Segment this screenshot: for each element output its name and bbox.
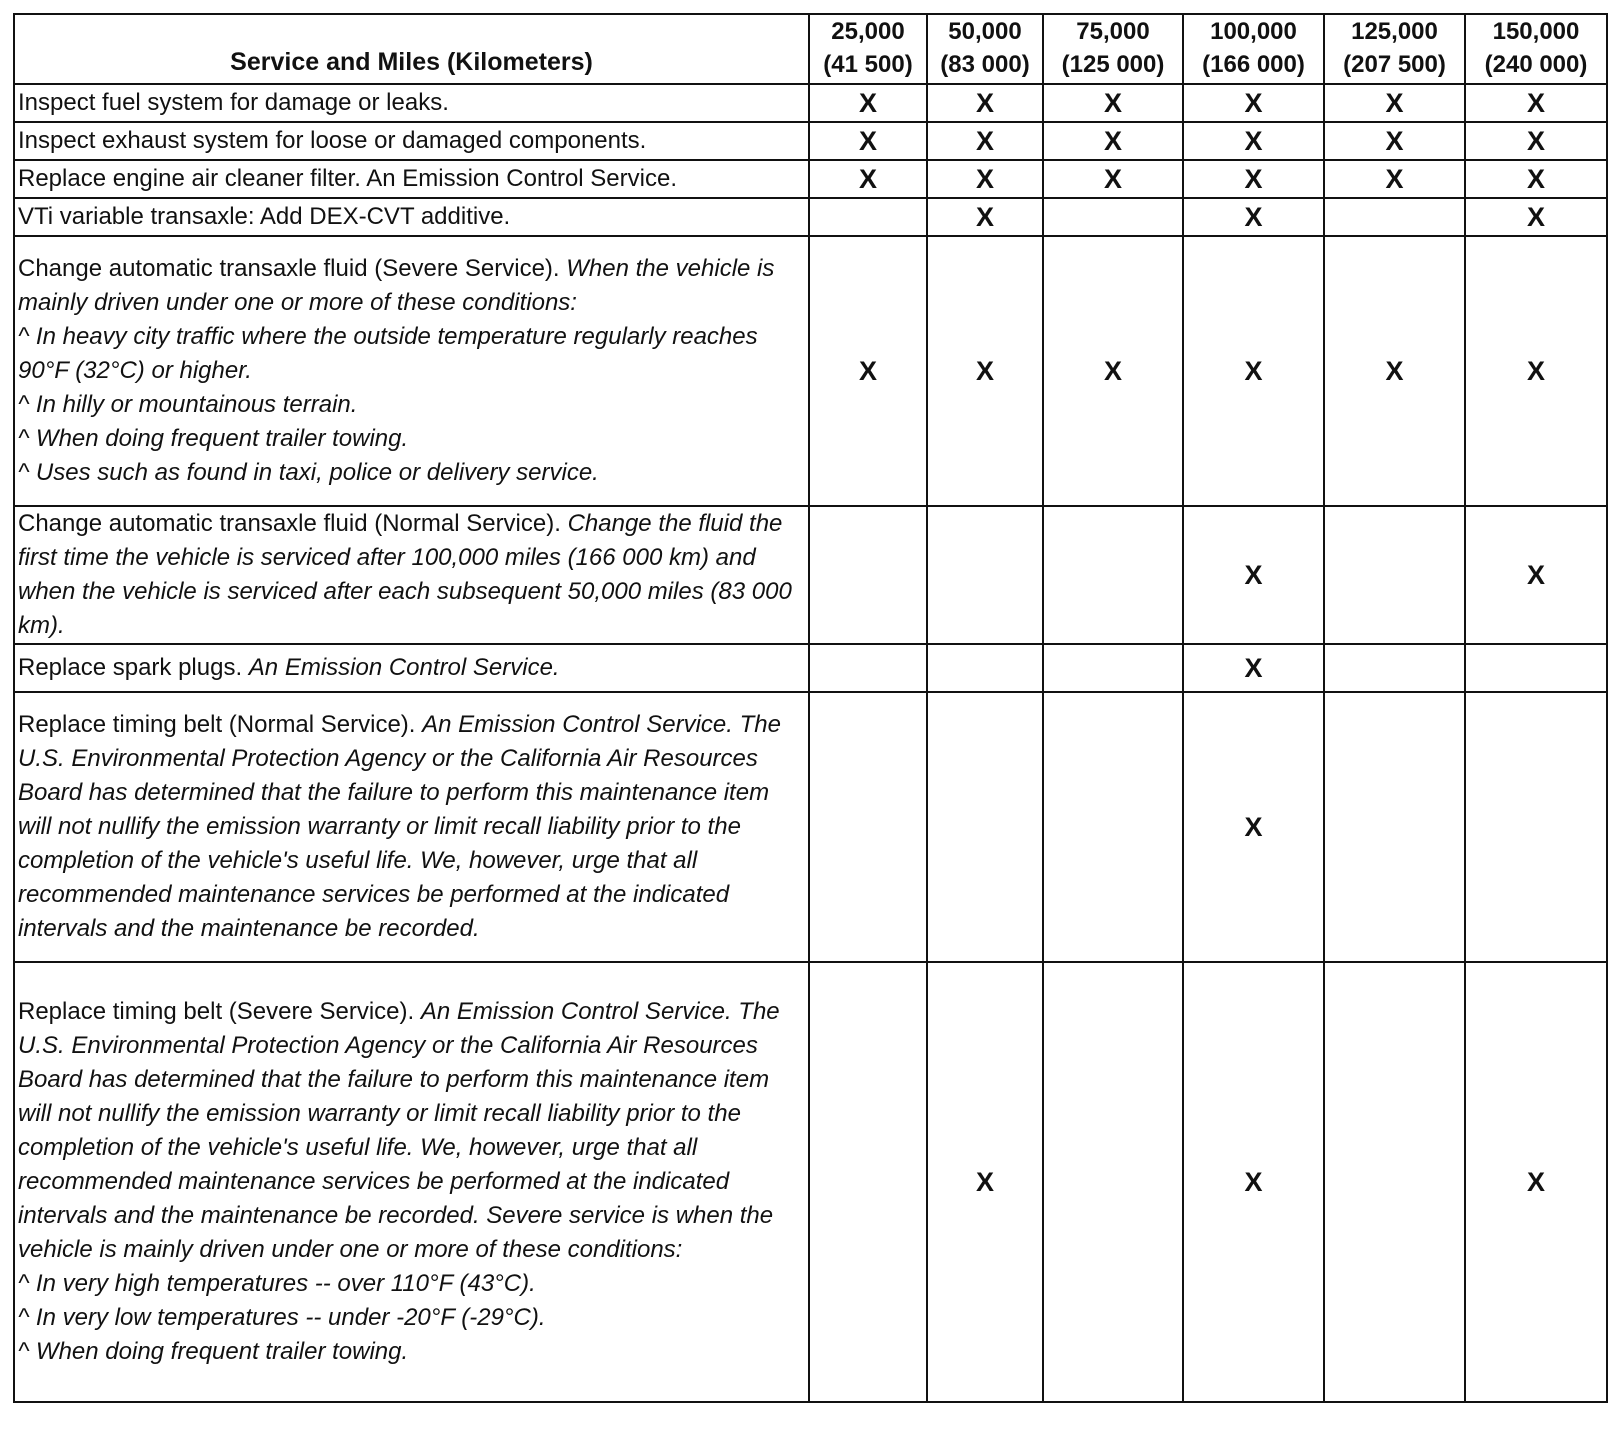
interval-mark: X xyxy=(809,84,927,122)
interval-mark xyxy=(1043,198,1183,236)
interval-mark: X xyxy=(1183,198,1324,236)
interval-mark: X xyxy=(1183,236,1324,506)
interval-km: (207 500) xyxy=(1343,51,1446,78)
interval-mark xyxy=(1324,644,1465,692)
interval-miles: 100,000 xyxy=(1210,18,1297,45)
interval-mark xyxy=(1324,692,1465,962)
interval-miles: 75,000 xyxy=(1076,18,1150,45)
service-text: Change automatic transaxle fluid (Severe Service). xyxy=(18,255,560,282)
interval-mark xyxy=(1043,962,1183,1402)
service-description xyxy=(14,236,809,506)
interval-mark: X xyxy=(809,236,927,506)
interval-mark xyxy=(809,962,927,1402)
interval-km: (83 000) xyxy=(940,51,1030,78)
interval-miles: 25,000 xyxy=(831,18,905,45)
service-description xyxy=(14,160,809,198)
interval-mark: X xyxy=(1465,506,1607,644)
condition-item: ^ In heavy city traffic where the outside temperature regularly reaches 90°F (32°C) or higher. xyxy=(18,323,758,384)
interval-mark xyxy=(927,506,1043,644)
interval-mark: X xyxy=(1465,962,1607,1402)
interval-mark: X xyxy=(1324,122,1465,160)
interval-mark xyxy=(1043,644,1183,692)
schedule-body xyxy=(14,84,1607,1402)
interval-mark: X xyxy=(927,122,1043,160)
interval-mark: X xyxy=(1183,84,1324,122)
interval-mark: X xyxy=(1183,962,1324,1402)
interval-mark: X xyxy=(927,84,1043,122)
interval-mark: X xyxy=(1465,84,1607,122)
table-row xyxy=(14,198,1607,236)
interval-mark xyxy=(1324,962,1465,1402)
service-text: Change automatic transaxle fluid (Normal Service). xyxy=(18,510,561,537)
interval-header xyxy=(1324,14,1465,84)
table-row xyxy=(14,160,1607,198)
condition-item: ^ When doing frequent trailer towing. xyxy=(18,1338,409,1365)
interval-mark: X xyxy=(1324,84,1465,122)
condition-item: ^ In very low temperatures -- under -20°F (-29°C). xyxy=(18,1304,546,1331)
header-row xyxy=(14,14,1607,84)
interval-mark: X xyxy=(809,122,927,160)
service-text: Inspect exhaust system for loose or damaged components. xyxy=(18,127,647,154)
interval-mark: X xyxy=(1183,122,1324,160)
table-row xyxy=(14,236,1607,506)
interval-header xyxy=(1465,14,1607,84)
service-column-header: Service and Miles (Kilometers) xyxy=(14,14,809,84)
interval-mark: X xyxy=(1043,84,1183,122)
table-row xyxy=(14,692,1607,962)
interval-mark xyxy=(809,644,927,692)
interval-mark xyxy=(1324,198,1465,236)
interval-mark: X xyxy=(1043,236,1183,506)
service-note: When the vehicle is mainly driven under one or more of these conditions: xyxy=(18,255,775,316)
service-text: Replace spark plugs. xyxy=(18,654,243,681)
interval-mark: X xyxy=(1324,160,1465,198)
table-row xyxy=(14,506,1607,644)
service-note: Change the fluid the first time the vehicle is serviced after 100,000 miles (166 000 km) and when the vehicle is serviced after each subsequent 50,000 miles (83 000 km). xyxy=(18,510,792,639)
interval-miles: 125,000 xyxy=(1351,18,1438,45)
interval-mark: X xyxy=(1183,160,1324,198)
service-text: VTi variable transaxle: Add DEX-CVT additive. xyxy=(18,203,511,230)
interval-header xyxy=(927,14,1043,84)
interval-mark: X xyxy=(809,160,927,198)
interval-mark: X xyxy=(1324,236,1465,506)
interval-mark: X xyxy=(927,198,1043,236)
service-description xyxy=(14,962,809,1402)
condition-item: ^ In very high temperatures -- over 110°F (43°C). xyxy=(18,1270,536,1297)
interval-mark: X xyxy=(1183,692,1324,962)
service-description xyxy=(14,84,809,122)
table-row xyxy=(14,644,1607,692)
interval-mark: X xyxy=(1465,160,1607,198)
interval-mark: X xyxy=(1043,160,1183,198)
condition-item: ^ When doing frequent trailer towing. xyxy=(18,425,409,452)
interval-mark: X xyxy=(927,160,1043,198)
interval-miles: 50,000 xyxy=(948,18,1022,45)
table-row xyxy=(14,962,1607,1402)
service-description xyxy=(14,198,809,236)
interval-mark: X xyxy=(1465,122,1607,160)
condition-item: ^ Uses such as found in taxi, police or delivery service. xyxy=(18,459,599,486)
interval-km: (125 000) xyxy=(1061,51,1165,78)
interval-mark xyxy=(927,692,1043,962)
interval-mark xyxy=(927,644,1043,692)
interval-mark xyxy=(809,198,927,236)
service-description xyxy=(14,644,809,692)
interval-mark: X xyxy=(1183,644,1324,692)
service-description xyxy=(14,122,809,160)
interval-mark xyxy=(1043,692,1183,962)
interval-mark xyxy=(1043,506,1183,644)
service-note: An Emission Control Service. The U.S. Environmental Protection Agency or the California Air Resources Board has determined that the failure to perform this maintenance item will not nullify the emission warranty or limit recall liability prior to the completion of the vehicle's useful life. We, however, urge that all recommended maintenance services be performed at the indicated intervals and the maintenance be recorded. Severe service is when the vehicle is mainly driven under one or more of these conditions: xyxy=(18,998,780,1263)
interval-km: (240 000) xyxy=(1484,51,1588,78)
service-text: Replace timing belt (Normal Service). xyxy=(18,711,416,738)
service-text: Replace timing belt (Severe Service). xyxy=(18,998,415,1025)
interval-mark: X xyxy=(927,236,1043,506)
service-text: Replace engine air cleaner filter. An Emission Control Service. xyxy=(18,165,677,192)
interval-mark xyxy=(1324,506,1465,644)
service-note: An Emission Control Service. The U.S. Environmental Protection Agency or the California Air Resources Board has determined that the failure to perform this maintenance item will not nullify the emission warranty or limit recall liability prior to the completion of the vehicle's useful life. We, however, urge that all recommended maintenance services be performed at the indicated intervals and the maintenance be recorded. xyxy=(18,711,781,942)
table-row xyxy=(14,122,1607,160)
interval-mark xyxy=(1465,692,1607,962)
maintenance-schedule-table xyxy=(13,13,1608,1403)
table-row xyxy=(14,84,1607,122)
interval-miles: 150,000 xyxy=(1492,18,1580,45)
interval-mark xyxy=(809,506,927,644)
interval-mark: X xyxy=(1043,122,1183,160)
interval-mark: X xyxy=(1465,198,1607,236)
interval-header xyxy=(809,14,927,84)
interval-mark: X xyxy=(1465,236,1607,506)
service-description xyxy=(14,506,809,644)
service-note: An Emission Control Service. xyxy=(248,654,560,681)
interval-mark: X xyxy=(1183,506,1324,644)
interval-mark xyxy=(1465,644,1607,692)
interval-km: (166 000) xyxy=(1202,51,1305,78)
condition-item: ^ In hilly or mountainous terrain. xyxy=(18,391,358,418)
service-text: Inspect fuel system for damage or leaks. xyxy=(18,89,449,116)
service-description xyxy=(14,692,809,962)
interval-mark xyxy=(809,692,927,962)
interval-header xyxy=(1183,14,1324,84)
interval-header xyxy=(1043,14,1183,84)
interval-mark: X xyxy=(927,962,1043,1402)
interval-km: (41 500) xyxy=(823,51,913,78)
